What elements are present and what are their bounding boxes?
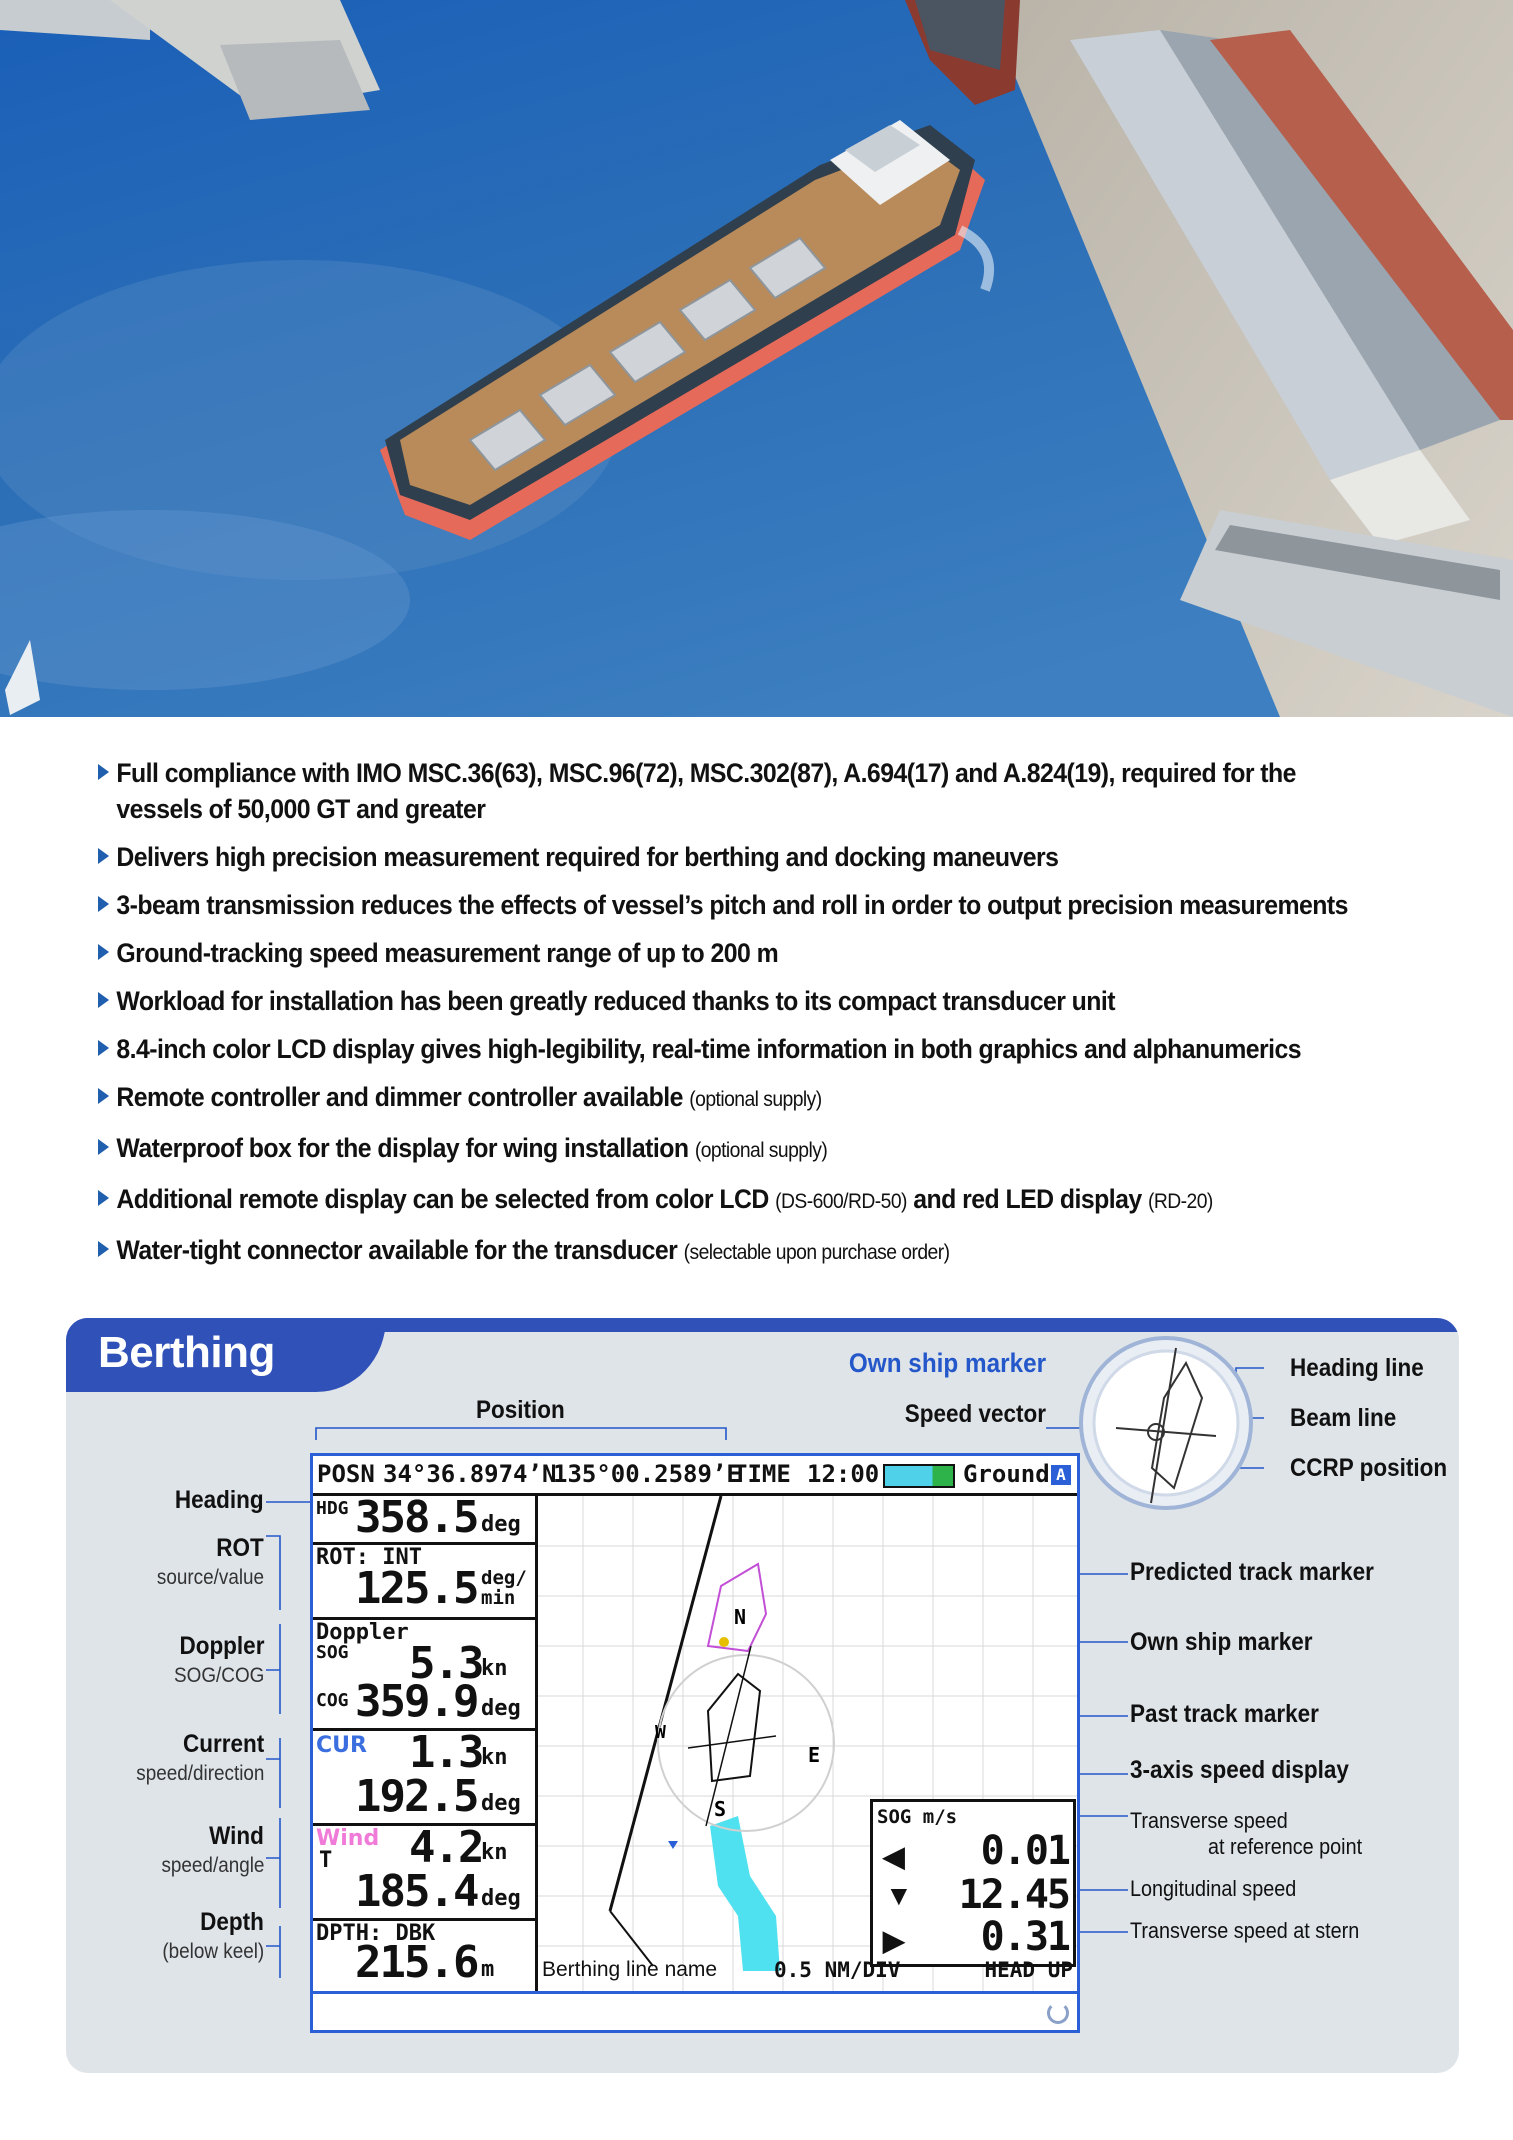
bullet-triangle-icon	[98, 1190, 109, 1206]
feature-note: (selectable upon purchase order)	[683, 1241, 950, 1264]
feature-text: Ground-tracking speed measurement range of up to 200 m	[116, 938, 779, 968]
latitude-value: 34°36.8974’N	[383, 1460, 557, 1488]
feature-note: (DS-600/RD-50)	[775, 1190, 907, 1213]
bullet-triangle-icon	[98, 896, 109, 912]
feature-text: Additional remote display can be selected from color LCD	[116, 1184, 769, 1214]
compass-w-label: W	[655, 1722, 666, 1743]
status-color-bar	[883, 1464, 955, 1488]
callout-heading-line: Heading line	[1290, 1354, 1424, 1382]
callout-transverse-stern: Transverse speed at stern	[1130, 1918, 1360, 1943]
time-value: 12:00	[807, 1460, 880, 1488]
dpth-label: DPTH: DBK	[316, 1921, 436, 1946]
feature-text: 3-beam transmission reduces the effects of vessel’s pitch and roll in order to output precision measurements	[116, 890, 1348, 920]
feature-item	[98, 755, 1368, 827]
feature-item	[98, 887, 1368, 923]
posn-label: POSN	[317, 1460, 375, 1488]
label-current-sub: speed/direction	[135, 1762, 264, 1785]
callout-own-ship-marker: Own ship marker	[1130, 1628, 1313, 1656]
callout-predicted-track-marker: Predicted track marker	[1130, 1558, 1374, 1586]
past-track-marker	[710, 1816, 780, 1971]
current-cell	[313, 1727, 535, 1826]
hero-photo	[0, 0, 1513, 717]
label-depth-sub: (below keel)	[162, 1940, 264, 1963]
label-heading: Heading	[175, 1486, 264, 1514]
doppler-label: Doppler	[316, 1620, 409, 1645]
cog-unit: deg	[481, 1696, 521, 1721]
feature-text-continued: vessels of 50,000 GT and greater	[116, 794, 486, 824]
wind-speed-value: 4.2	[409, 1822, 483, 1873]
berthing-line-name: Berthing line name	[542, 1958, 718, 1981]
heading-unit: deg	[481, 1512, 521, 1537]
feature-item	[98, 935, 1368, 971]
callout-beam-line: Beam line	[1290, 1404, 1397, 1432]
sog-unit: kn	[481, 1656, 508, 1681]
wind-speed-unit: kn	[481, 1840, 508, 1865]
panel-title: Berthing	[98, 1328, 275, 1377]
feature-item	[98, 1079, 1368, 1118]
callout-speed-vector: Speed vector	[904, 1400, 1046, 1428]
rot-cell	[313, 1545, 535, 1620]
longitude-value: 135°00.2589’E	[553, 1460, 741, 1488]
compass-e-label: E	[808, 1743, 821, 1767]
feature-item	[98, 1181, 1368, 1220]
label-current: Current	[182, 1730, 264, 1758]
arrow-right-icon: ▶	[883, 1925, 905, 1956]
data-column	[313, 1492, 538, 1991]
callout-ccrp-position: CCRP position	[1290, 1454, 1448, 1482]
sog-label: SOG	[316, 1642, 349, 1663]
compass-n-label: N	[734, 1605, 747, 1629]
callout-transverse-ref-1: Transverse speed	[1130, 1808, 1288, 1833]
rot-unit-top: deg/	[481, 1567, 527, 1589]
sog-ms-label: SOG m/s	[877, 1806, 958, 1828]
ground-mode-badge: A	[1051, 1465, 1071, 1485]
compass-s-label: S	[714, 1797, 727, 1821]
feature-text: 8.4-inch color LCD display gives high-legibility, real-time information in both graphics and alphanumerics	[116, 1034, 1302, 1064]
feature-item	[98, 983, 1368, 1019]
callout-longitudinal-speed: Longitudinal speed	[1130, 1876, 1297, 1901]
longitudinal-value: 12.45	[958, 1872, 1069, 1918]
label-doppler: Doppler	[178, 1632, 264, 1660]
heading-value: 358.5	[355, 1492, 478, 1543]
feature-text: Remote controller and dimmer controller available	[116, 1082, 683, 1112]
feature-text: Waterproof box for the display for wing installation	[116, 1133, 689, 1163]
bullet-triangle-icon	[98, 1088, 109, 1104]
feature-note: (optional supply)	[694, 1139, 828, 1162]
label-rot: ROT	[216, 1534, 264, 1562]
magnified-ship-icon	[1116, 1348, 1216, 1503]
depth-cell	[313, 1921, 535, 1991]
current-direction-value: 192.5	[355, 1771, 478, 1822]
current-speed-value: 1.3	[409, 1727, 483, 1778]
berthing-screen	[310, 1453, 1080, 2033]
current-direction-unit: deg	[481, 1791, 521, 1816]
rot-value: 125.5	[355, 1563, 478, 1614]
loading-spinner-icon	[1047, 2002, 1069, 2024]
three-axis-speed-box	[870, 1799, 1076, 1967]
berthing-line	[610, 1496, 721, 1911]
mode-label: HEAD UP	[984, 1958, 1073, 1982]
bullet-triangle-icon	[98, 1241, 109, 1257]
feature-item	[98, 1232, 1368, 1271]
feature-text: and red LED display	[913, 1184, 1142, 1214]
feature-note: (RD-20)	[1147, 1190, 1213, 1213]
rot-unit-bottom: min	[481, 1587, 516, 1609]
cur-label: CUR	[316, 1733, 367, 1758]
bullet-triangle-icon	[98, 764, 109, 780]
callout-past-track-marker: Past track marker	[1130, 1700, 1319, 1728]
feature-note: (optional supply)	[689, 1088, 822, 1111]
screen-bottom-bar	[313, 1991, 1077, 2033]
bullet-triangle-icon	[98, 1040, 109, 1056]
transverse-ref-value: 0.01	[980, 1828, 1069, 1874]
bullet-triangle-icon	[98, 992, 109, 1008]
callout-3-axis-speed-display: 3-axis speed display	[1130, 1756, 1349, 1784]
depth-unit: m	[481, 1957, 495, 1982]
feature-text: Full compliance with IMO MSC.36(63), MSC.96(72), MSC.302(87), A.694(17) and A.824(19), required for the	[116, 758, 1296, 788]
scale-label: 0.5 NM/DIV	[774, 1958, 901, 1982]
cog-label: COG	[316, 1690, 349, 1711]
callout-transverse-ref-2: at reference point	[1208, 1834, 1363, 1859]
heading-cell	[313, 1492, 535, 1545]
bullet-triangle-icon	[98, 848, 109, 864]
cog-value: 359.9	[355, 1676, 478, 1727]
arrow-left-icon: ◀	[883, 1841, 905, 1872]
ground-label: Ground	[963, 1460, 1050, 1488]
panel-title-tab	[66, 1318, 386, 1392]
hdg-label: HDG	[316, 1498, 349, 1519]
feature-text: Workload for installation has been greatly reduced thanks to its compact transducer unit	[116, 986, 1116, 1016]
feature-item	[98, 839, 1368, 875]
feature-item	[98, 1031, 1368, 1067]
rot-label: ROT: INT	[316, 1545, 422, 1570]
arrow-down-icon: ▼	[885, 1880, 913, 1911]
screen-top-bar	[313, 1456, 1077, 1496]
time-label: TIME	[733, 1460, 791, 1488]
label-wind: Wind	[209, 1822, 264, 1850]
feature-text: Delivers high precision measurement required for berthing and docking maneuvers	[116, 842, 1059, 872]
own-ship-marker	[708, 1674, 760, 1781]
ship-aerial-photo	[0, 0, 1513, 717]
feature-list	[98, 755, 1478, 1283]
berthing-graphic	[538, 1496, 1077, 1991]
berthing-panel	[66, 1318, 1459, 2073]
depth-value: 215.6	[355, 1937, 478, 1988]
label-rot-sub: source/value	[156, 1566, 264, 1589]
doppler-cell	[313, 1620, 535, 1731]
wind-cell	[313, 1822, 535, 1921]
callout-position: Position	[476, 1396, 565, 1424]
wind-true-label: T	[319, 1848, 333, 1873]
wind-angle-unit: deg	[481, 1886, 521, 1911]
sog-value: 5.3	[409, 1638, 483, 1689]
feature-text: Water-tight connector available for the transducer	[116, 1235, 678, 1265]
label-doppler-sub: SOG/COG	[173, 1664, 264, 1687]
bullet-triangle-icon	[98, 944, 109, 960]
current-speed-unit: kn	[481, 1745, 508, 1770]
callout-own-ship-marker-top: Own ship marker	[848, 1348, 1046, 1378]
label-wind-sub: speed/angle	[161, 1854, 264, 1877]
wind-angle-value: 185.4	[355, 1866, 478, 1917]
feature-item	[98, 1130, 1368, 1169]
label-depth: Depth	[200, 1908, 264, 1936]
transverse-stern-value: 0.31	[980, 1914, 1069, 1960]
bullet-triangle-icon	[98, 1139, 109, 1155]
wind-label: Wind	[316, 1826, 380, 1851]
